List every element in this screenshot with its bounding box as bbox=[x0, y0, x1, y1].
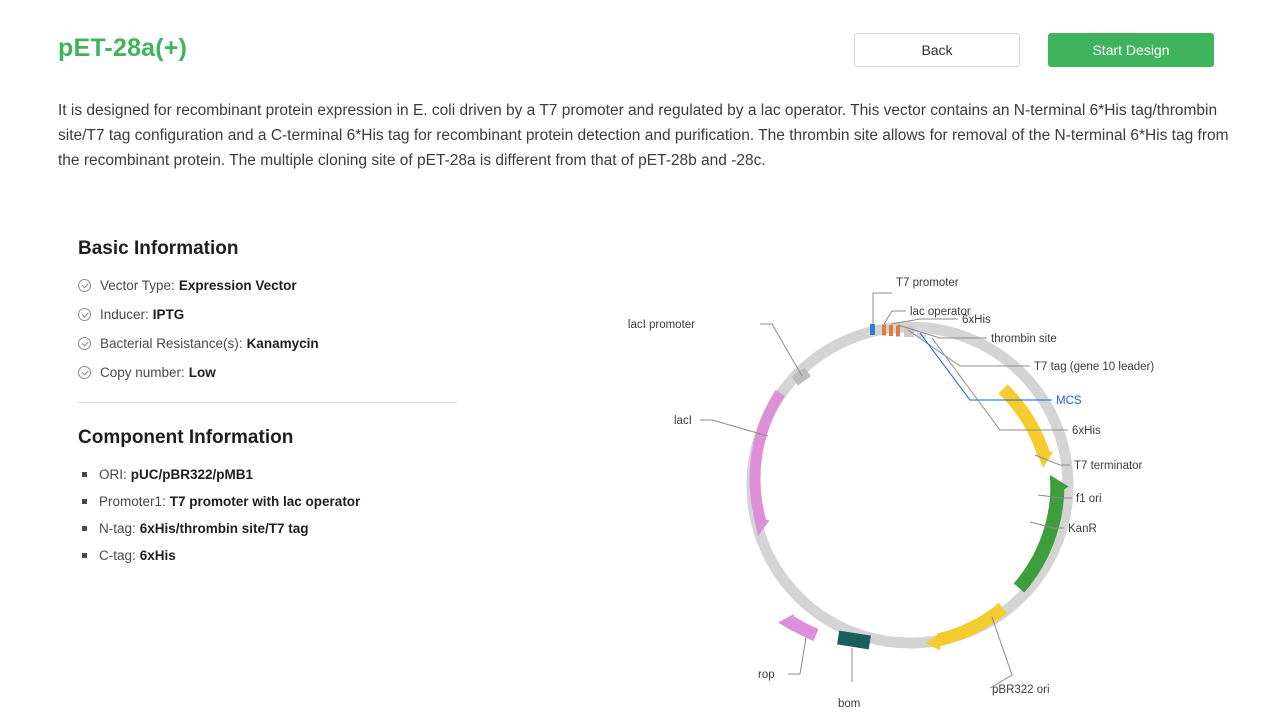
item-value: 6xHis bbox=[139, 548, 176, 563]
list-item bbox=[78, 548, 478, 563]
item-label: Bacterial Resistance(s): bbox=[100, 336, 243, 351]
label-6xhis-bottom: 6xHis bbox=[1072, 425, 1101, 437]
item-value: pUC/pBR322/pMB1 bbox=[130, 467, 254, 482]
item-label: Copy number: bbox=[100, 365, 185, 380]
leader-t7-promoter bbox=[873, 293, 892, 324]
check-circle-icon bbox=[78, 337, 91, 350]
page-title: pET-28a(+) bbox=[58, 34, 188, 62]
label-laci-promoter: lacI promoter bbox=[627, 319, 695, 331]
bullet-square-icon bbox=[82, 472, 87, 477]
list-item bbox=[78, 521, 478, 536]
label-t7-promoter: T7 promoter bbox=[896, 277, 959, 289]
feature-pbr322-ori bbox=[926, 608, 1003, 651]
list-item bbox=[78, 278, 478, 293]
feature-t7-promoter bbox=[870, 324, 875, 335]
leader-pbr322-ori bbox=[990, 617, 1012, 688]
item-value: T7 promoter with lac operator bbox=[169, 494, 361, 509]
label-6xhis-top: 6xHis bbox=[962, 314, 991, 326]
label-rop: rop bbox=[758, 669, 775, 681]
check-circle-icon bbox=[78, 308, 91, 321]
item-value: IPTG bbox=[152, 307, 185, 322]
list-item bbox=[78, 494, 478, 509]
label-pbr322-ori: pBR322 ori bbox=[992, 684, 1050, 696]
label-laci: lacI bbox=[674, 415, 692, 427]
label-thrombin-site: thrombin site bbox=[991, 333, 1057, 345]
feature-lac-operator bbox=[882, 325, 886, 336]
bullet-square-icon bbox=[82, 526, 87, 531]
item-label: Inducer: bbox=[100, 307, 149, 322]
start-design-button[interactable]: Start Design bbox=[1048, 33, 1214, 67]
item-label: C-tag: bbox=[99, 548, 136, 563]
feature-laci bbox=[754, 393, 781, 536]
component-information-list bbox=[78, 467, 478, 563]
section-divider bbox=[78, 402, 457, 403]
label-f1-ori: f1 ori bbox=[1076, 493, 1102, 505]
info-column bbox=[78, 238, 478, 575]
back-button[interactable]: Back bbox=[854, 33, 1020, 67]
basic-information-heading: Basic Information bbox=[78, 238, 239, 259]
label-mcs: MCS bbox=[1056, 395, 1082, 407]
bullet-square-icon bbox=[82, 553, 87, 558]
label-t7-tag: T7 tag (gene 10 leader) bbox=[1034, 361, 1155, 373]
feature-thrombin-site bbox=[896, 326, 900, 337]
leader-rop bbox=[788, 638, 806, 674]
label-kanr: KanR bbox=[1068, 523, 1097, 535]
item-value: Low bbox=[188, 365, 216, 380]
item-value: 6xHis/thrombin site/T7 tag bbox=[139, 521, 309, 536]
item-label: ORI: bbox=[99, 467, 127, 482]
item-label: Vector Type: bbox=[100, 278, 175, 293]
plasmid-map bbox=[620, 250, 1280, 716]
feature-6xhis-top bbox=[889, 325, 893, 336]
list-item bbox=[78, 336, 478, 351]
label-lac-operator: lac operator bbox=[910, 306, 971, 318]
feature-rop bbox=[778, 614, 816, 635]
label-t7-terminator: T7 terminator bbox=[1074, 460, 1143, 472]
item-value: Expression Vector bbox=[178, 278, 297, 293]
list-item bbox=[78, 365, 478, 380]
bullet-square-icon bbox=[82, 499, 87, 504]
item-value: Kanamycin bbox=[246, 336, 319, 351]
list-item bbox=[78, 467, 478, 482]
component-information-heading: Component Information bbox=[78, 427, 294, 448]
item-label: N-tag: bbox=[99, 521, 136, 536]
item-label: Promoter1: bbox=[99, 494, 166, 509]
page-header bbox=[0, 0, 1280, 86]
vector-description: It is designed for recombinant protein expression in E. coli driven by a T7 promoter and regulated by a lac operator. This vector contains an N-terminal 6*His tag/thrombin site/T7 tag configuration and a C-terminal 6*His tag for recombinant protein detection and purification. The thrombin site allows for removal of the N-terminal 6*His tag from the recombinant protein. The multiple cloning site of pET-28a is different from that of pET-28b and -28c. bbox=[58, 102, 1229, 169]
check-circle-icon bbox=[78, 279, 91, 292]
check-circle-icon bbox=[78, 366, 91, 379]
list-item bbox=[78, 307, 478, 322]
label-bom: bom bbox=[838, 698, 861, 710]
basic-information-list bbox=[78, 278, 478, 380]
